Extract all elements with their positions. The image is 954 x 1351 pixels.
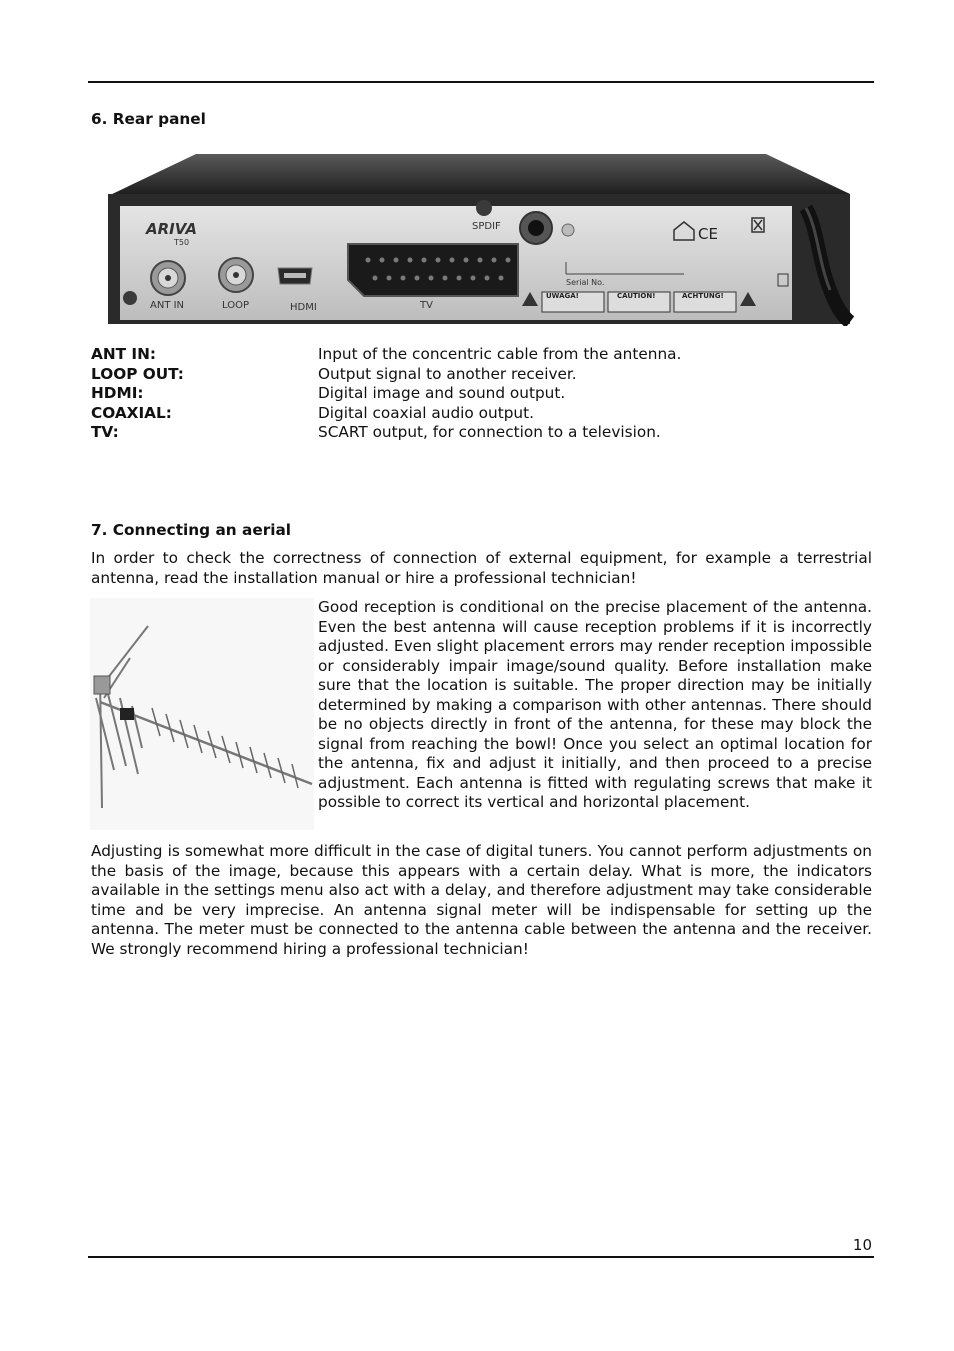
- intro-paragraph: In order to check the correctness of connection of external equipment, for example a terrestrial antenna, read the installation manual or hire a professional technician!: [91, 549, 872, 587]
- spec-value: Input of the concentric cable from the antenna.: [318, 345, 682, 363]
- rear-panel-spec-list: [91, 345, 881, 443]
- panel-warning-caution: CAUTION!: [617, 292, 656, 300]
- spec-key: COAXIAL:: [91, 403, 172, 422]
- panel-warning-uwaga: UWAGA!: [546, 292, 579, 300]
- spec-key: LOOP OUT:: [91, 364, 184, 383]
- scart-port: [348, 244, 518, 296]
- spec-row: [91, 404, 881, 424]
- svg-text:CE: CE: [698, 225, 718, 243]
- section-6-heading: 6. Rear panel: [91, 110, 206, 128]
- spec-key: ANT IN:: [91, 345, 157, 363]
- spec-row: [91, 423, 881, 443]
- spec-value: SCART output, for connection to a television.: [318, 423, 661, 442]
- section-7-heading: 7. Connecting an aerial: [91, 521, 292, 539]
- panel-label-ant-in: ANT IN: [150, 300, 185, 311]
- panel-label-hdmi: HDMI: [290, 302, 317, 313]
- spec-row: [91, 365, 881, 385]
- model-label: T50: [174, 238, 190, 247]
- spec-value: Digital coaxial audio output.: [318, 403, 534, 422]
- panel-label-tv: TV: [420, 300, 433, 311]
- panel-label-serial: Serial No.: [566, 278, 605, 287]
- loop-connector: [219, 258, 253, 292]
- panel-warning-achtung: ACHTUNG!: [682, 292, 724, 300]
- antenna-side-paragraph: Good reception is conditional on the precise placement of the antenna. Even the best antenna will cause reception problems if it is incorrectly adjusted. Even slight placement errors may render reception impossible or considerably impair image/sound quality. Before installation make sure that the location is suitable. The proper direction may be initially determined by making a comparison with other antennas. There should be no objects directly in front of the antenna, for these may block the signal from reaching the bowl! Once you select an optimal location for the antenna, fix and adjust it initially, and then proceed to a precise adjustment. Each antenna is fitted with regulating screws that make it possible to correct its vertical and horizontal placement.: [318, 598, 872, 811]
- top-rule: [88, 81, 874, 83]
- spec-value: Digital image and sound output.: [318, 384, 566, 403]
- spec-key: HDMI:: [91, 384, 144, 403]
- rear-panel-image: [106, 150, 854, 326]
- spec-row: [91, 384, 881, 404]
- spec-key: TV:: [91, 423, 119, 442]
- panel-label-spdif: SPDIF: [472, 221, 501, 232]
- page-number: 10: [852, 1236, 872, 1254]
- closing-paragraph: Adjusting is somewhat more difficult in the case of digital tuners. You cannot perform adjustments on the basis of the image, because this appears with a certain delay. What is more, the indicators available in the settings menu also act with a delay, and therefore adjustment may take considerable time and be very imprecise. An antenna signal meter will be indispensable for setting up the antenna. The meter must be connected to the antenna cable between the antenna and the receiver. We strongly recommend hiring a professional technician!: [91, 842, 872, 958]
- yagi-antenna-image: [90, 598, 314, 830]
- spec-value: Output signal to another receiver.: [318, 364, 577, 383]
- brand-logo: ARIVA: [146, 220, 197, 238]
- panel-label-loop: LOOP: [222, 300, 249, 311]
- spec-row: [91, 345, 881, 365]
- hdmi-port: [278, 268, 312, 284]
- ant-in-connector: [151, 261, 185, 295]
- bottom-rule: [88, 1256, 874, 1258]
